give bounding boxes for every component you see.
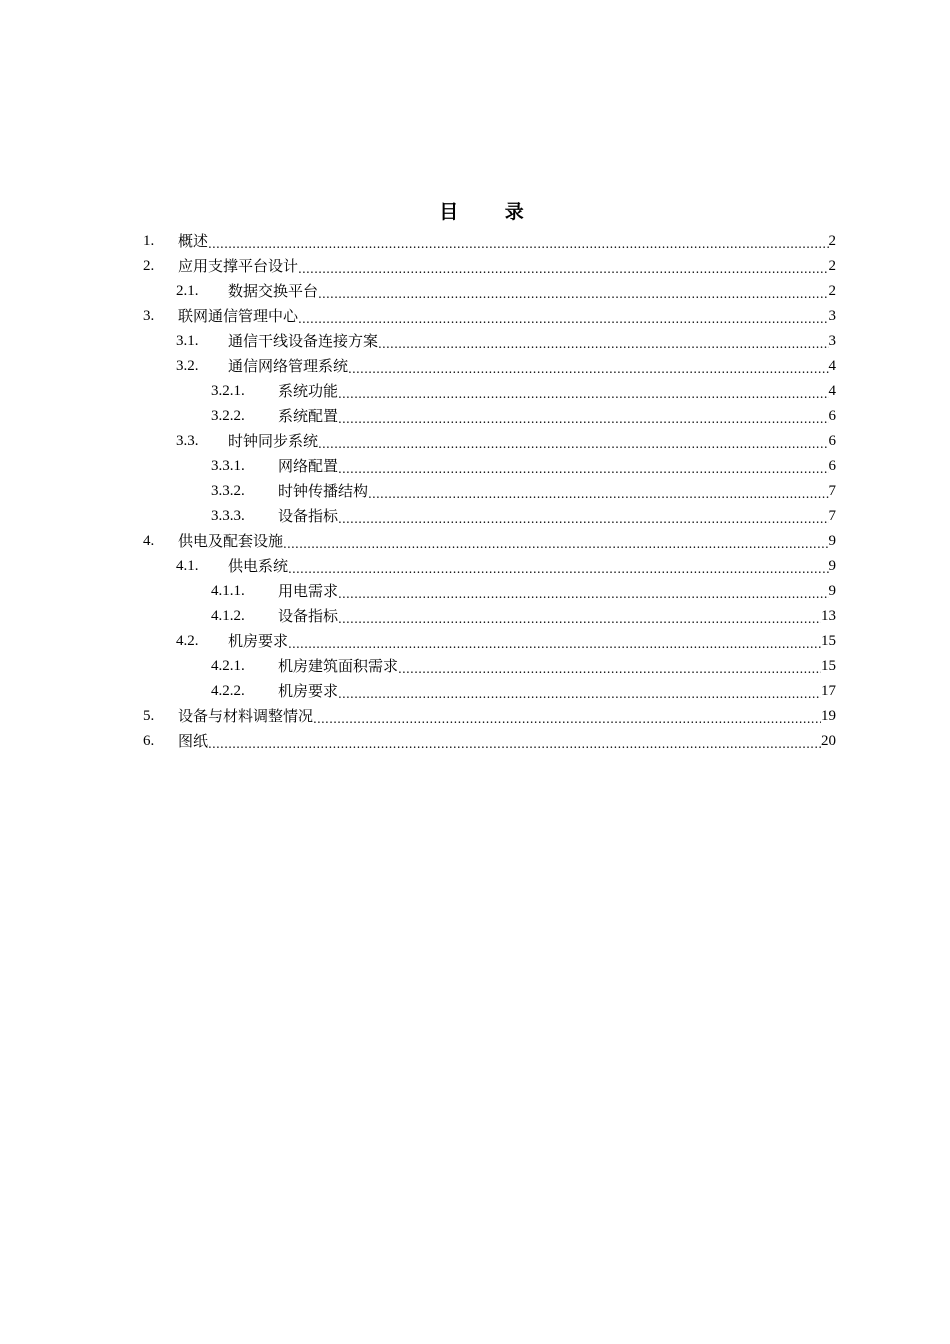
toc-entry-title: 概述 bbox=[178, 232, 209, 250]
toc-dot-leader bbox=[298, 304, 828, 329]
toc-entry[interactable] bbox=[176, 279, 836, 304]
toc-entry-page: 3 bbox=[828, 308, 836, 324]
toc-dot-leader bbox=[338, 454, 828, 479]
toc-entry-page: 2 bbox=[828, 258, 836, 274]
toc-entry-page: 4 bbox=[828, 358, 836, 374]
toc-entry-page: 9 bbox=[828, 583, 836, 599]
toc-entry-number: 1. bbox=[143, 233, 155, 249]
toc-entry-page: 13 bbox=[821, 608, 836, 624]
toc-entry-page: 6 bbox=[828, 433, 836, 449]
toc-dot-leader bbox=[338, 604, 821, 629]
toc-entry-page: 15 bbox=[821, 633, 836, 649]
toc-entry-page: 9 bbox=[828, 533, 836, 549]
toc-entry-title: 供电系统 bbox=[228, 557, 289, 575]
toc-entry[interactable] bbox=[143, 304, 836, 329]
toc-entry-number: 4.2. bbox=[176, 633, 199, 649]
toc-entry[interactable] bbox=[176, 329, 836, 354]
toc-dot-leader bbox=[208, 729, 821, 754]
toc-dot-leader bbox=[313, 704, 821, 729]
toc-entry-title: 时钟传播结构 bbox=[278, 482, 369, 500]
toc-dot-leader bbox=[338, 404, 828, 429]
toc-entry-title: 系统功能 bbox=[278, 382, 339, 400]
toc-dot-leader bbox=[368, 479, 828, 504]
toc-entry-page: 2 bbox=[828, 233, 836, 249]
toc-entry[interactable] bbox=[211, 454, 836, 479]
toc-entry-title: 机房建筑面积需求 bbox=[278, 657, 399, 675]
toc-entry[interactable] bbox=[143, 254, 836, 279]
toc-entry-page: 3 bbox=[828, 333, 836, 349]
toc-entry-number: 3.2.1. bbox=[211, 383, 245, 399]
toc-entry-title: 联网通信管理中心 bbox=[178, 307, 299, 325]
toc-entry[interactable] bbox=[211, 604, 836, 629]
toc-entry-title: 用电需求 bbox=[278, 582, 339, 600]
toc-entry-number: 4.2.2. bbox=[211, 683, 245, 699]
toc-dot-leader bbox=[338, 379, 828, 404]
toc-entry[interactable] bbox=[211, 679, 836, 704]
toc-entry-page: 15 bbox=[821, 658, 836, 674]
toc-entry-title: 图纸 bbox=[178, 732, 209, 750]
toc-entry-title: 网络配置 bbox=[278, 457, 339, 475]
toc-entry-number: 4.1.2. bbox=[211, 608, 245, 624]
toc-entry-page: 9 bbox=[828, 558, 836, 574]
toc-entry-page: 2 bbox=[828, 283, 836, 299]
toc-entry[interactable] bbox=[143, 229, 836, 254]
toc-entry-number: 3.3.1. bbox=[211, 458, 245, 474]
toc-entry-title: 时钟同步系统 bbox=[228, 432, 319, 450]
toc-entry-title: 机房要求 bbox=[228, 632, 289, 650]
toc-entry[interactable] bbox=[176, 354, 836, 379]
toc-entry[interactable] bbox=[176, 554, 836, 579]
toc-entry-number: 3.2.2. bbox=[211, 408, 245, 424]
toc-entry-title: 设备指标 bbox=[278, 607, 339, 625]
toc-dot-leader bbox=[398, 654, 821, 679]
toc-entry-page: 4 bbox=[828, 383, 836, 399]
toc-entry[interactable] bbox=[211, 504, 836, 529]
toc-entry-page: 6 bbox=[828, 408, 836, 424]
toc-entry-title: 设备指标 bbox=[278, 507, 339, 525]
toc-dot-leader bbox=[348, 354, 828, 379]
toc-dot-leader bbox=[298, 254, 828, 279]
toc-entry-title: 设备与材料调整情况 bbox=[178, 707, 314, 725]
toc-entry[interactable] bbox=[211, 579, 836, 604]
toc-entry-number: 2. bbox=[143, 258, 155, 274]
toc-entry-title: 系统配置 bbox=[278, 407, 339, 425]
toc-entry-title: 通信干线设备连接方案 bbox=[228, 332, 379, 350]
toc-entry-title: 应用支撑平台设计 bbox=[178, 257, 299, 275]
toc-entry[interactable] bbox=[211, 479, 836, 504]
toc-entry-page: 17 bbox=[821, 683, 836, 699]
toc-entry-title: 供电及配套设施 bbox=[178, 532, 284, 550]
toc-entry[interactable] bbox=[211, 379, 836, 404]
toc-entry-title: 数据交换平台 bbox=[228, 282, 319, 300]
toc-entry-number: 6. bbox=[143, 733, 155, 749]
toc-dot-leader bbox=[288, 554, 828, 579]
toc-entry-page: 7 bbox=[828, 483, 836, 499]
toc-entry-number: 3. bbox=[143, 308, 155, 324]
toc-entry-number: 4. bbox=[143, 533, 155, 549]
toc-entry-title: 通信网络管理系统 bbox=[228, 357, 349, 375]
toc-title: 目 录 bbox=[439, 201, 544, 223]
toc-entry[interactable] bbox=[143, 729, 836, 754]
toc-entry-page: 20 bbox=[821, 733, 836, 749]
toc-dot-leader bbox=[338, 579, 828, 604]
toc-entry[interactable] bbox=[176, 629, 836, 654]
toc-entry-number: 3.3.2. bbox=[211, 483, 245, 499]
toc-dot-leader bbox=[288, 629, 821, 654]
toc-entry-title: 机房要求 bbox=[278, 682, 339, 700]
toc-dot-leader bbox=[318, 429, 828, 454]
toc-entry-number: 3.2. bbox=[176, 358, 199, 374]
toc-entry-page: 7 bbox=[828, 508, 836, 524]
toc-entry-page: 6 bbox=[828, 458, 836, 474]
toc-entry-number: 5. bbox=[143, 708, 155, 724]
toc-dot-leader bbox=[338, 679, 821, 704]
toc-dot-leader bbox=[208, 229, 828, 254]
toc-entry[interactable] bbox=[211, 654, 836, 679]
toc-dot-leader bbox=[378, 329, 828, 354]
toc-dot-leader bbox=[283, 529, 828, 554]
toc-entry-number: 4.1. bbox=[176, 558, 199, 574]
toc-entry[interactable] bbox=[143, 529, 836, 554]
toc-entry-number: 4.2.1. bbox=[211, 658, 245, 674]
toc-dot-leader bbox=[318, 279, 828, 304]
toc-entry-page: 19 bbox=[821, 708, 836, 724]
toc-entry-number: 4.1.1. bbox=[211, 583, 245, 599]
toc-entry-number: 2.1. bbox=[176, 283, 199, 299]
toc-entry[interactable] bbox=[143, 704, 836, 729]
toc-entry[interactable] bbox=[176, 429, 836, 454]
toc-entry-number: 3.1. bbox=[176, 333, 199, 349]
toc-entry[interactable] bbox=[211, 404, 836, 429]
toc-entry-number: 3.3. bbox=[176, 433, 199, 449]
toc-dot-leader bbox=[338, 504, 828, 529]
toc-entry-number: 3.3.3. bbox=[211, 508, 245, 524]
